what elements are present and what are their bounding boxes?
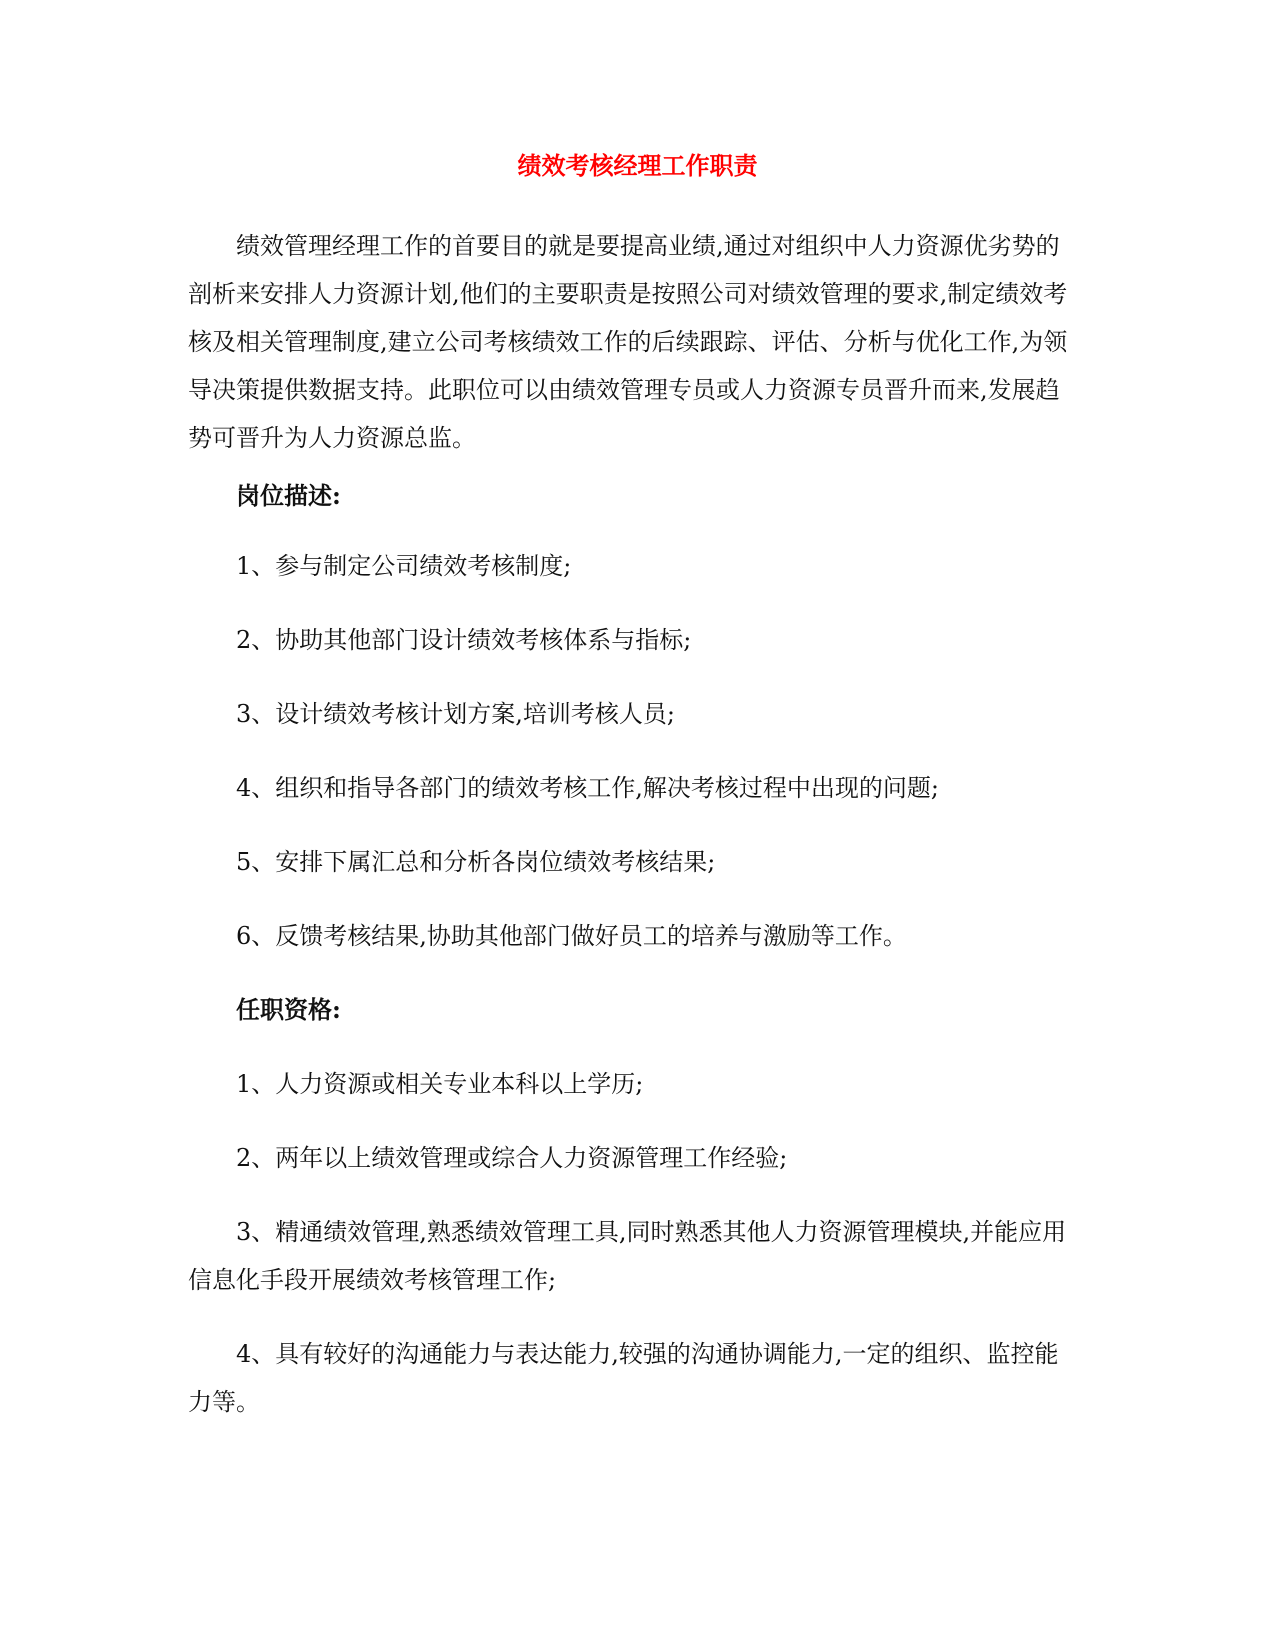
job-description-item-2: 2、协助其他部门设计绩效考核体系与指标; <box>236 626 692 654</box>
qualification-item-4: 4、具有较好的沟通能力与表达能力,较强的沟通协调能力,一定的组织、监控能力等。 <box>188 1340 1059 1416</box>
qualifications-heading: 任职资格: <box>236 995 341 1024</box>
job-description-item-6: 6、反馈考核结果,协助其他部门做好员工的培养与激励等工作。 <box>236 922 907 950</box>
job-description-item-3: 3、设计绩效考核计划方案,培训考核人员; <box>236 700 675 728</box>
job-description-item-4: 4、组织和指导各部门的绩效考核工作,解决考核过程中出现的问题; <box>236 774 939 802</box>
job-description-item-1: 1、参与制定公司绩效考核制度; <box>236 552 572 580</box>
qualification-item-3: 3、精通绩效管理,熟悉绩效管理工具,同时熟悉其他人力资源管理模块,并能应用信息化手段开展绩效考核管理工作; <box>188 1218 1067 1294</box>
document-title: 绩效考核经理工作职责 <box>517 151 758 180</box>
qualification-item-2: 2、两年以上绩效管理或综合人力资源管理工作经验; <box>236 1144 788 1172</box>
qualification-item-1: 1、人力资源或相关专业本科以上学历; <box>236 1070 644 1098</box>
intro-paragraph: 绩效管理经理工作的首要目的就是要提高业绩,通过对组织中人力资源优劣势的剖析来安排人力资源计划,他们的主要职责是按照公司对绩效管理的要求,制定绩效考核及相关管理制度,建立公司考核绩效工作的后续跟踪、评估、分析与优化工作,为领导决策提供数据支持。此职位可以由绩效管理专员或人力资源专员晋升而来,发展趋势可晋升为人力资源总监。 <box>188 232 1068 452</box>
job-description-item-5: 5、安排下属汇总和分析各岗位绩效考核结果; <box>236 848 716 876</box>
job-description-heading: 岗位描述: <box>236 481 341 510</box>
